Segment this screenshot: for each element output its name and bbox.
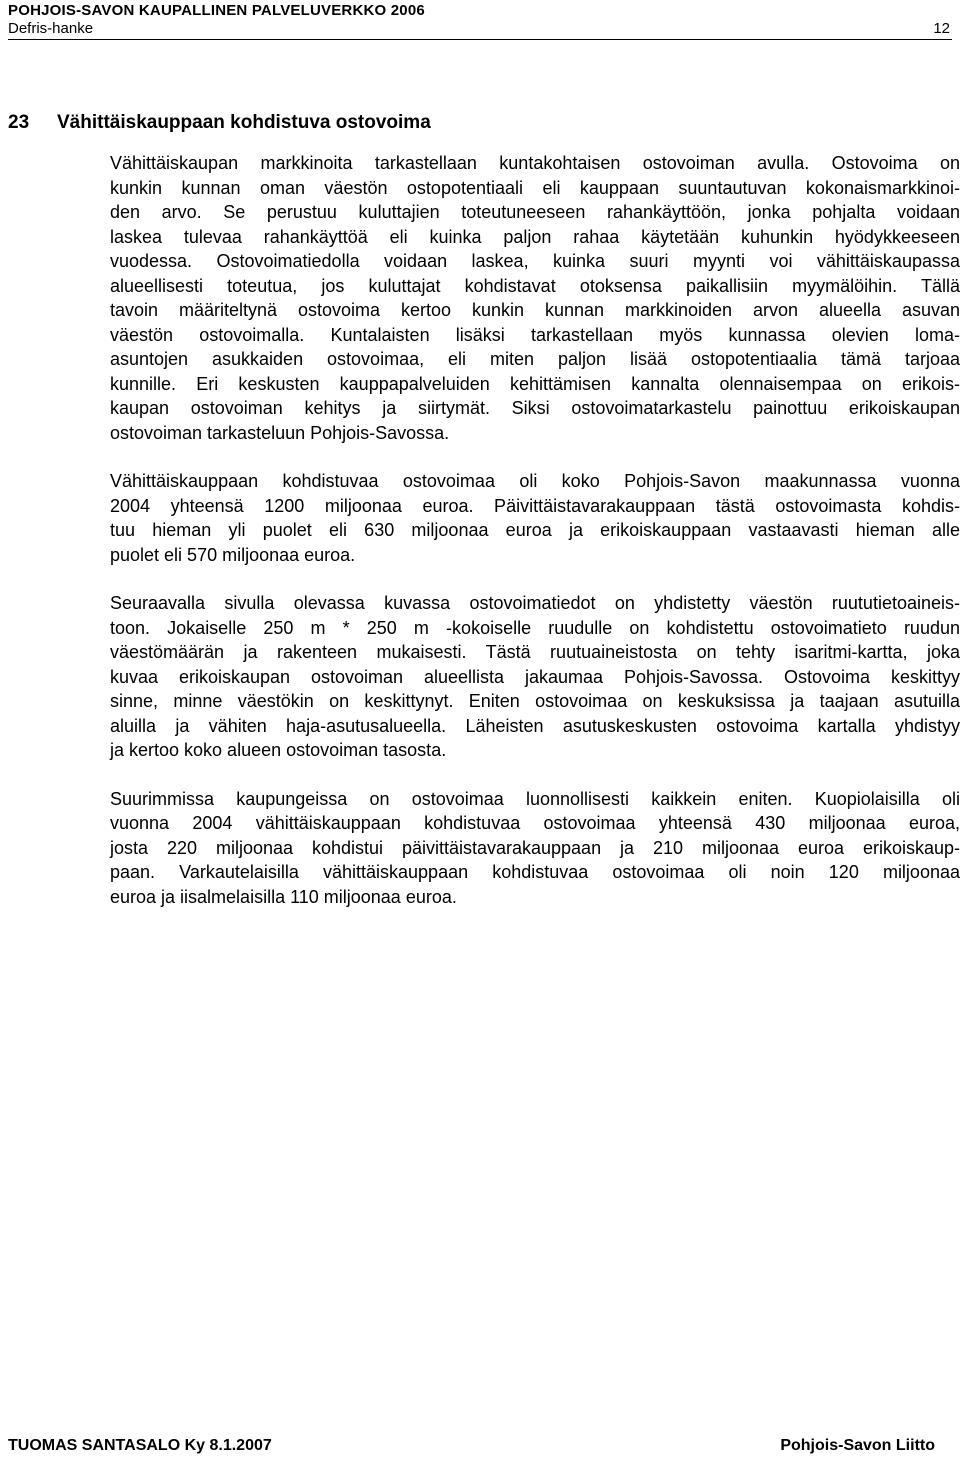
document-title: POHJOIS-SAVON KAUPALLINEN PALVELUVERKKO 2006 bbox=[8, 2, 425, 19]
footer-author-date: TUOMAS SANTASALO Ky 8.1.2007 bbox=[8, 1437, 272, 1454]
paragraph-line: den arvo. Se perustuu kuluttajien toteutuneeseen rahankäyttöön, jonka pohjalta voidaan bbox=[110, 202, 960, 222]
paragraph-line: sinne, minne väestökin on keskittynyt. Eniten ostovoimaa on keskuksissa ja taajaan asutuilla bbox=[110, 691, 960, 711]
paragraph-line: 2004 yhteensä 1200 miljoonaa euroa. Päivittäistavarakauppaan tästä ostovoimasta kohdis- bbox=[110, 495, 960, 516]
paragraph-line: Suurimmissa kaupungeissa on ostovoimaa luonnollisesti kaikkein eniten. Kuopiolaisilla oli bbox=[110, 788, 960, 809]
page-header bbox=[8, 0, 952, 42]
paragraph-line: toon. Jokaiselle 250 m * 250 m -kokoiselle ruudulle on kohdistettu ostovoimatieto ruudun bbox=[110, 617, 960, 638]
paragraph bbox=[110, 151, 960, 445]
paragraph-line: josta 220 miljoonaa kohdistui päivittäistavarakauppaan ja 210 miljoonaa euroa erikoiskaup- bbox=[110, 837, 960, 858]
paragraph-line: tavoin määriteltynä ostovoima kertoo kunkin kunnan markkinoiden arvon alueella asuvan bbox=[110, 300, 960, 320]
paragraph-line: Seuraavalla sivulla olevassa kuvassa ostovoimatiedot on yhdistetty väestön ruututietoaineis- bbox=[110, 593, 960, 613]
paragraph-line: laskea tulevaa rahankäyttöä eli kuinka paljon rahaa käytetään kuhunkin hyödykkeeseen bbox=[110, 226, 960, 247]
paragraph-line: kaupan ostovoiman kehitys ja siirtymät. Siksi ostovoimatarkastelu painottuu erikoiskaupan bbox=[110, 398, 960, 418]
header-divider bbox=[8, 39, 952, 40]
paragraph bbox=[110, 787, 960, 910]
section-title: Vähittäiskauppaan kohdistuva ostovoima bbox=[57, 112, 431, 133]
paragraph-line: ostovoiman tarkasteluun Pohjois-Savossa. bbox=[110, 422, 450, 443]
paragraph-line: puolet eli 570 miljoonaa euroa. bbox=[110, 544, 356, 565]
paragraph-line: kunnille. Eri keskusten kauppapalveluiden kehittämisen kannalta olennaisempaa on erikois- bbox=[110, 373, 960, 394]
paragraph-line: asuntojen asukkaiden ostovoimaa, eli miten paljon lisää ostopotentiaalia tämä tarjoaa bbox=[110, 349, 960, 369]
paragraph bbox=[110, 591, 960, 763]
page-number: 12 bbox=[933, 20, 950, 37]
paragraph-line: aluilla ja vähiten haja-asutusalueella. Läheisten asutuskeskusten ostovoima kartalla yhdistyy bbox=[110, 715, 960, 736]
paragraph-line: vuodessa. Ostovoimatiedolla voidaan laskea, kuinka suuri myynti voi vähittäiskaupassa bbox=[110, 251, 960, 271]
paragraph-line: paan. Varkautelaisilla vähittäiskauppaan kohdistuvaa ostovoimaa oli noin 120 miljoonaa bbox=[110, 862, 960, 882]
section-number: 23 bbox=[8, 112, 30, 133]
paragraph-line: vuonna 2004 vähittäiskauppaan kohdistuvaa ostovoimaa yhteensä 430 miljoonaa euroa, bbox=[110, 813, 960, 833]
paragraph-line: ja kertoo koko alueen ostovoiman tasosta. bbox=[110, 740, 447, 760]
paragraph-line: väestömäärän ja rakenteen mukaisesti. Tästä ruutuaineistosta on tehty isaritmi-kartta, joka bbox=[110, 642, 960, 662]
paragraph-line: euroa ja iisalmelaisilla 110 miljoonaa euroa. bbox=[110, 886, 457, 907]
body-text bbox=[110, 151, 960, 933]
paragraph-line: tuu hieman yli puolet eli 630 miljoonaa euroa ja erikoiskauppaan vastaavasti hieman alle bbox=[110, 520, 960, 540]
paragraph-line: Vähittäiskaupan markkinoita tarkastellaan kuntakohtaisen ostovoiman avulla. Ostovoima on bbox=[110, 153, 960, 173]
paragraph-line: väestön ostovoimalla. Kuntalaisten lisäksi tarkastellaan myös kunnassa olevien loma- bbox=[110, 324, 960, 345]
footer-organization: Pohjois-Savon Liitto bbox=[780, 1437, 935, 1454]
paragraph-line: kuvaa erikoiskaupan ostovoiman alueellista jakaumaa Pohjois-Savossa. Ostovoima keskittyy bbox=[110, 666, 960, 687]
paragraph-line: kunkin kunnan oman väestön ostopotentiaali eli kauppaan suuntautuvan kokonaismarkkinoi- bbox=[110, 177, 960, 198]
paragraph-line: Vähittäiskauppaan kohdistuvaa ostovoimaa oli koko Pohjois-Savon maakunnassa vuonna bbox=[110, 471, 960, 491]
section-heading bbox=[8, 112, 431, 134]
project-name: Defris-hanke bbox=[8, 20, 94, 37]
paragraph bbox=[110, 469, 960, 567]
paragraph-line: alueellisesti toteutua, jos kuluttajat kohdistavat otoksensa paikallisiin myymälöihin. Tällä bbox=[110, 275, 960, 296]
